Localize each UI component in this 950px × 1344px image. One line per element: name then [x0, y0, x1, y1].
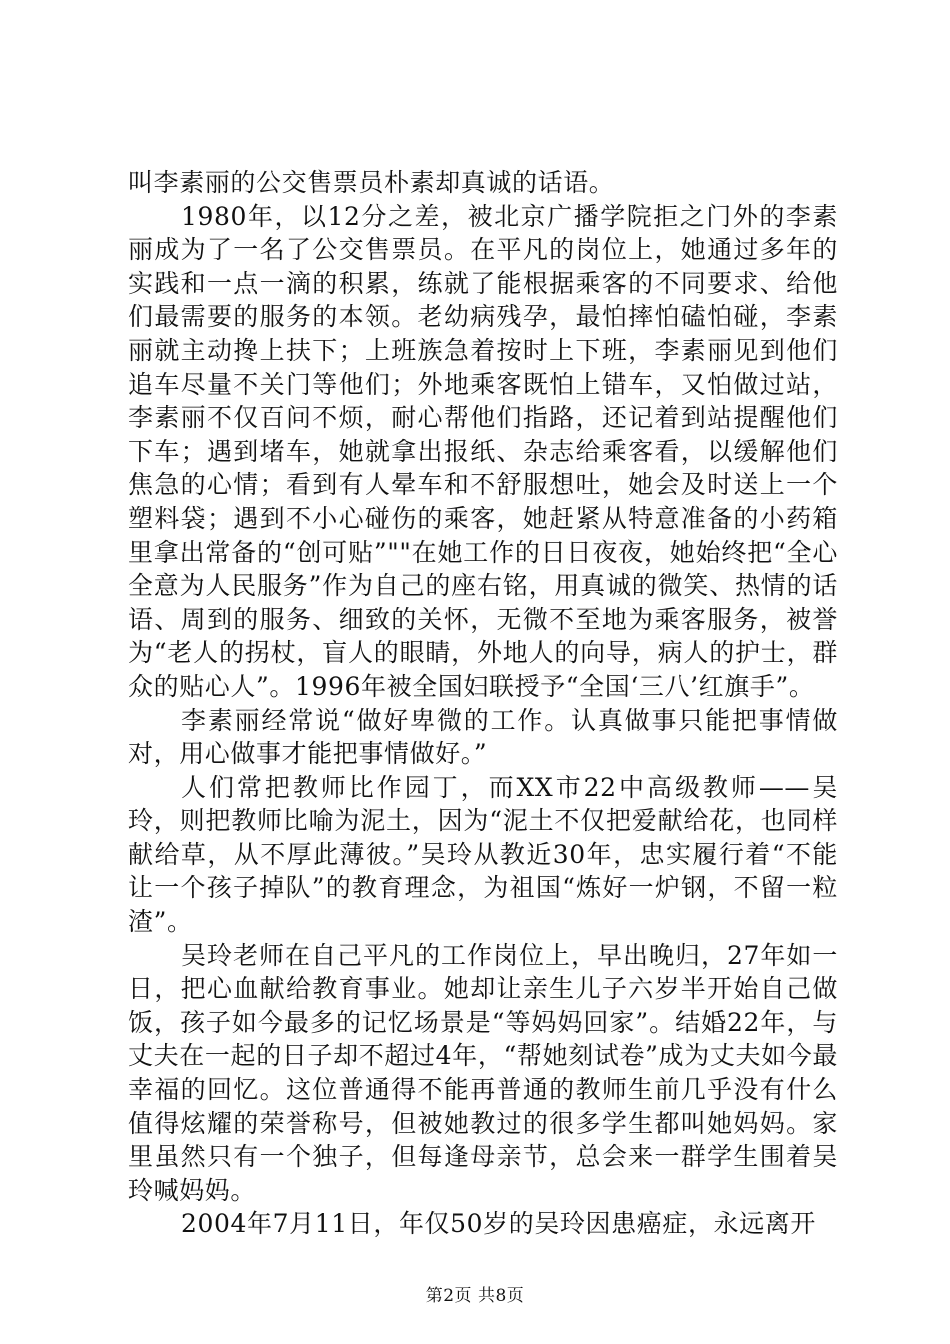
paragraph-continuation: 叫李素丽的公交售票员朴素却真诚的话语。	[128, 168, 615, 197]
paragraph-li-suli-career: 1980年，以12分之差，被北京广播学院拒之门外的李素丽成为了一名了公交售票员。在平凡的岗位上，她通过多年的实践和一点一滴的积累，练就了能根据乘客的不同要求、给他们最需要的服务的本领。老幼病残孕，最怕摔怕磕怕碰，李素丽就主动搀上扶下；上班族急着按时上下班，李素丽见到他们追车尽量不关门等他们；外地乘客既怕上错车，又怕做过站，李素丽不仅百问不烦，耐心帮他们指路，还记着到站提醒他们下车；遇到堵车，她就拿出报纸、杂志给乘客看，以缓解他们焦急的心情；看到有人晕车和不舒服想吐，她会及时送上一个塑料袋；遇到不小心碰伤的乘客，她赶紧从特意准备的小药箱里拿出常备的“创可贴”""在她工作的日日夜夜，她始终把“全心全意为人民服务”作为自己的座右铭，用真诚的微笑、热情的话语、周到的服务、细致的关怀，无微不至地为乘客服务，被誉为“老人的拐杖，盲人的眼睛，外地人的向导，病人的护士，群众的贴心人”。1996年被全国妇联授予“全国‘三八’红旗手”。	[128, 201, 838, 701]
paragraph-wu-ling-dedication: 吴玲老师在自己平凡的工作岗位上，早出晚归，27年如一日，把心血献给教育事业。她却让亲生儿子六岁半开始自己做饭，孩子如今最多的记忆场景是“等妈妈回家”。结婚22年，与丈夫在一起的日子却不超过4年，“帮她刻试卷”成为丈夫如今最幸福的回忆。这位普通得不能再普通的教师生前几乎没有什么值得炫耀的荣誉称号，但被她教过的很多学生都叫她妈妈。家里虽然只有一个独子，但每逢母亲节，总会来一群学生围着吴玲喊妈妈。	[128, 940, 838, 1205]
paragraph-wu-ling-death: 2004年7月11日，年仅50岁的吴玲因患癌症，永远离开	[181, 1209, 816, 1239]
page-number-label: 第2页 共8页	[425, 1286, 525, 1306]
paragraph-li-suli-quote: 李素丽经常说“做好卑微的工作。认真做事只能把事情做对，用心做事才能把事情做好。”	[128, 705, 838, 769]
page-footer	[0, 1286, 950, 1306]
body-text	[128, 166, 838, 1241]
paragraph-wu-ling-intro: 人们常把教师比作园丁，而XX市22中高级教师——吴玲，则把教师比喻为泥土，因为“泥土不仅把爱献给花，也同样献给草，从不厚此薄彼。”吴玲从教近30年，忠实履行着“不能让一个孩子掉队”的教育理念，为祖国“炼好一炉钢，不留一粒渣”。	[128, 772, 838, 937]
